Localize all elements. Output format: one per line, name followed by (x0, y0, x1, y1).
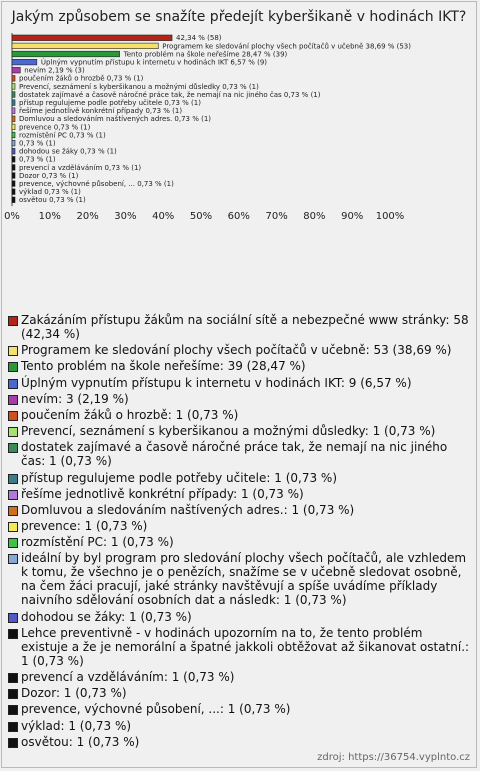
legend-label: prevence, výchovné působení, ...: 1 (0,73 %) (21, 702, 291, 717)
legend-label: ideální by byl program pro sledování plochy všech počítačů, ale vzhledem k tomu, že všechno je o penězích, snažíme se v učebně sledovat osobně, na čem žáci pracují, jaké stránky navštěvují a spíše uvádíme příklady naivního sdělování osobních dat a následk: 1 (0,73 %) (21, 551, 467, 608)
bar (12, 84, 15, 90)
legend-item (8, 376, 472, 390)
bar (12, 181, 15, 187)
bar-label: prevence 0,73 % (1) (19, 123, 91, 132)
legend-item (8, 551, 472, 607)
bar-label: řešíme jednotlivě konkrétní případy 0,73 % (1) (19, 107, 183, 116)
legend-label: Prevencí, seznámení s kyberšikanou a možnými důsledky: 1 (0,73 %) (21, 424, 436, 439)
bar (12, 92, 15, 98)
x-tick-label: 20% (76, 211, 99, 223)
bar-label: dostatek zajímavé a časově náročné práce tak, že nemají na nic jiného čas 0,73 % (1) (19, 90, 321, 99)
legend-label: prevencí a vzděláváním: 1 (0,73 %) (21, 670, 235, 684)
bar-label: Úplným vypnutím přístupu k internetu v hodinách IKT 6,57 % (9) (40, 58, 268, 67)
bar-label: Programem ke sledování plochy všech počítačů v učebně 38,69 % (53) (162, 42, 412, 51)
legend-label: Dozor: 1 (0,73 %) (21, 686, 127, 701)
legend-swatch (8, 490, 18, 500)
legend-swatch (8, 705, 18, 715)
bar-label: poučením žáků o hrozbě 0,73 % (1) (19, 74, 144, 83)
bar (12, 116, 15, 122)
bar-label: Tento problém na škole neřešíme 28,47 % (39) (123, 50, 288, 59)
legend-item (8, 719, 472, 733)
chart-title: Jakým způsobem se snažíte předejít kyberšikaně v hodinách IKT? (11, 9, 467, 25)
legend-label: výklad: 1 (0,73 %) (21, 718, 132, 733)
bar-label: Dozor 0,73 % (1) (19, 171, 79, 180)
legend-label: poučením žáků o hrozbě: 1 (0,73 %) (21, 407, 239, 422)
bar-label: 0,73 % (1) (19, 155, 56, 164)
legend-item (8, 702, 472, 716)
legend-item (8, 424, 472, 438)
bar-label: přístup regulujeme podle potřeby učitele 0,73 % (1) (19, 99, 201, 107)
legend-swatch (8, 474, 18, 484)
bar (12, 148, 15, 154)
legend-label: Tento problém na škole neřešíme: 39 (28,47 %) (21, 359, 306, 374)
bar (12, 157, 15, 163)
bar (12, 173, 15, 179)
legend-swatch (8, 673, 18, 683)
bar (12, 132, 15, 138)
legend-swatch (8, 554, 18, 564)
legend-swatch (8, 629, 18, 639)
bar (12, 165, 15, 171)
bar-label: Prevencí, seznámení s kyberšikanou a možnými důsledky 0,73 % (1) (19, 82, 259, 91)
legend-swatch (8, 538, 18, 548)
x-tick-label: 0% (4, 211, 20, 223)
bar (12, 76, 15, 82)
x-tick-label: 30% (114, 211, 137, 223)
legend-label: Domluvou a sledováním naštívených adres.: 1 (0,73 %) (21, 502, 355, 517)
legend-label: přístup regulujeme podle potřeby učitele: 1 (0,73 %) (21, 470, 338, 485)
bar-chart (0, 0, 480, 310)
x-tick-label: 100% (375, 211, 405, 223)
bar-label: Domluvou a sledováním naštívených adres. 0,73 % (1) (19, 115, 212, 124)
x-tick-label: 50% (189, 211, 213, 223)
legend-item (8, 487, 472, 501)
legend-item (8, 343, 472, 357)
legend-item (8, 535, 472, 549)
bar (12, 124, 15, 130)
bar-label: prevencí a vzděláváním 0,73 % (1) (19, 163, 142, 172)
legend-label: Programem ke sledování plochy všech počítačů v učebně: 53 (38,69 %) (21, 343, 452, 358)
bar (12, 108, 15, 114)
legend-label: dostatek zajímavé a časově náročné práce tak, že nemají na nic jiného čas: 1 (0,73 %) (21, 440, 448, 469)
x-tick-label: 40% (152, 211, 175, 223)
legend-swatch (8, 738, 18, 748)
bar (12, 189, 15, 195)
bar-label: 0,73 % (1) (19, 139, 56, 148)
legend-swatch (8, 362, 18, 372)
legend-label: dohodou se žáky: 1 (0,73 %) (21, 609, 192, 624)
legend-label: Zakázáním přístupu žákům na sociální sítě a nebezpečné www stránky: 58 (42,34 %) (21, 313, 469, 341)
legend-label: osvětou: 1 (0,73 %) (21, 734, 140, 749)
legend-swatch (8, 722, 18, 732)
legend-item (8, 471, 472, 485)
x-tick-label: 70% (265, 211, 288, 223)
legend-swatch (8, 395, 18, 405)
bar-label: 42,34 % (58) (176, 34, 222, 43)
legend-item (8, 686, 472, 700)
bar-label: dohodou se žáky 0,73 % (1) (19, 147, 117, 156)
legend-item (8, 735, 472, 749)
bar (12, 140, 15, 146)
legend-item (8, 392, 472, 406)
legend-item (8, 503, 472, 517)
legend-swatch (8, 443, 18, 453)
legend-swatch (8, 379, 18, 389)
legend-swatch (8, 316, 18, 326)
legend-swatch (8, 522, 18, 532)
bar-label: výklad 0,73 % (1) (19, 188, 81, 197)
legend-swatch (8, 427, 18, 437)
bar (12, 197, 15, 203)
x-tick-label: 80% (303, 211, 326, 223)
legend-label: Lehce preventivně - v hodinách upozorním na to, že tento problém existuje a že je nemorální a špatné jakkoli obtěžovat až šikanovat ostatní.: 1 (0,73 %) (21, 625, 470, 668)
legend-label: nevím: 3 (2,19 %) (21, 391, 129, 406)
x-tick-label: 90% (341, 211, 364, 223)
legend-swatch (8, 613, 18, 623)
x-tick-label: 60% (227, 211, 250, 223)
legend-item (8, 670, 472, 684)
bar (12, 59, 37, 65)
legend-item (8, 626, 472, 668)
legend-item (8, 408, 472, 422)
bar (12, 43, 158, 49)
legend-item (8, 610, 472, 624)
bar-label: rozmístění PC 0,73 % (1) (19, 131, 106, 140)
bar (12, 51, 120, 57)
bar-label: osvětou 0,73 % (1) (19, 196, 86, 205)
legend-item (8, 440, 472, 468)
bar (12, 100, 15, 106)
legend-swatch (8, 689, 18, 699)
legend-item (8, 313, 472, 341)
source-note: zdroj: https://36754.vyplnto.cz (317, 752, 470, 763)
legend-label: prevence: 1 (0,73 %) (21, 519, 148, 534)
x-tick-label: 10% (38, 211, 61, 223)
bar (12, 67, 20, 73)
legend-swatch (8, 506, 18, 516)
legend-item (8, 359, 472, 373)
bar (12, 35, 172, 41)
legend-item (8, 519, 472, 533)
bar-label: nevím 2,19 % (3) (24, 66, 85, 75)
legend-swatch (8, 411, 18, 421)
chart-legend (8, 313, 472, 751)
legend-label: řešíme jednotlivě konkrétní případy: 1 (0,73 %) (21, 486, 304, 501)
bar-label: prevence, výchovné působení, ... 0,73 % (1) (19, 180, 174, 188)
legend-label: rozmístění PC: 1 (0,73 %) (21, 535, 174, 550)
legend-swatch (8, 346, 18, 356)
legend-label: Úplným vypnutím přístupu k internetu v hodinách IKT: 9 (6,57 %) (21, 375, 412, 390)
